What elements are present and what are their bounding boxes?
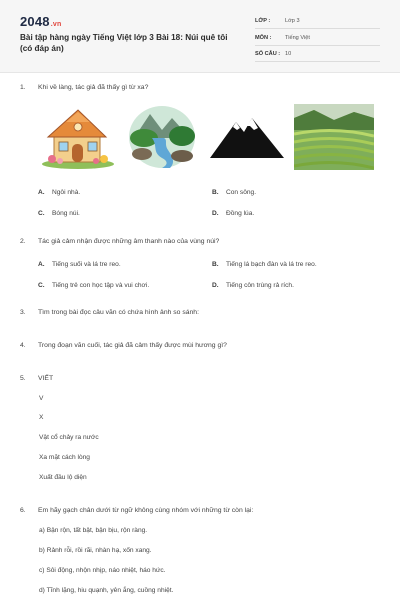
question-number: 3. [20, 309, 26, 316]
q6-line: a) Bận rộn, tất bật, bận bịu, rộn ràng. [39, 527, 148, 534]
option-letter: C. [38, 282, 45, 289]
meta-row-count [255, 47, 380, 62]
q1-option-b[interactable] [212, 189, 256, 196]
meta-label: SỐ CÂU : [255, 51, 281, 57]
worksheet-header [0, 0, 400, 73]
meta-value: Tiếng Việt [285, 34, 310, 41]
option-text: Tiếng suối và lá tre reo. [52, 261, 121, 268]
meta-value: Lớp 3 [285, 18, 300, 24]
page-title: Bài tập hàng ngày Tiếng Việt lớp 3 Bài 18: Núi quê tôi (có đáp án) [20, 33, 228, 53]
q1-option-a[interactable] [38, 189, 80, 196]
question-text: Khi về làng, tác giả đã thấy gì từ xa? [38, 84, 149, 91]
question-text: Tác giả cảm nhận được những âm thanh nào của vùng núi? [38, 238, 220, 245]
question-1 [20, 84, 148, 91]
q2-option-c[interactable] [38, 282, 149, 289]
q2-option-a[interactable] [38, 261, 121, 268]
q2-option-d[interactable] [212, 282, 294, 289]
question-text: Em hãy gạch chân dưới từ ngữ không cùng nhóm với những từ còn lại: [38, 507, 254, 514]
question-text: VIẾT [38, 375, 54, 382]
q6-line: b) Rảnh rỗi, rồi rãi, nhàn hạ, xốn xang. [39, 547, 152, 554]
meta-value: 10 [285, 51, 292, 57]
rice-terrace-photo [294, 104, 374, 170]
q5-line: Xuất đầu lộ diện [39, 474, 87, 481]
meta-label: LỚP : [255, 18, 271, 24]
q1-option-d[interactable] [212, 210, 254, 217]
question-text: Trong đoạn văn cuối, tác giả đã cảm thấy được mùi hương gì? [38, 342, 227, 349]
question-5 [20, 375, 53, 382]
q5-line: V [39, 395, 44, 402]
option-text: Tiếng lá bạch đàn và lá tre reo. [226, 261, 317, 268]
q1-option-c[interactable] [38, 210, 80, 217]
option-letter: A. [38, 261, 45, 268]
option-text: Bóng núi. [52, 210, 80, 217]
river-illustration [122, 104, 202, 170]
meta-box [255, 14, 380, 64]
q5-line: X [39, 414, 44, 421]
option-letter: A. [38, 189, 45, 196]
meta-row-grade [255, 14, 380, 29]
house-illustration [38, 104, 118, 170]
question-number: 2. [20, 238, 26, 245]
option-text: Tiếng côn trùng rả rích. [226, 282, 294, 289]
option-letter: D. [212, 210, 219, 217]
option-text: Tiếng trẻ con học tập và vui chơi. [52, 282, 150, 289]
q6-line: d) Tĩnh lặng, hiu quạnh, yên ắng, cuồng nhiệt. [39, 587, 174, 594]
q6-line: c) Sôi động, nhộn nhịp, náo nhiệt, háo hức. [39, 567, 166, 574]
question-text: Tìm trong bài đọc câu văn có chứa hình ảnh so sánh: [38, 309, 199, 316]
meta-row-subject [255, 31, 380, 46]
q5-line: Vật cổ chảy ra nước [39, 434, 99, 441]
logo-suffix: .vn [50, 21, 62, 28]
question-6 [20, 507, 253, 514]
logo-main: 2048 [20, 14, 50, 29]
question-number: 4. [20, 342, 26, 349]
q5-line: Xa mặt cách lòng [39, 454, 90, 461]
option-letter: B. [212, 189, 219, 196]
option-letter: D. [212, 282, 219, 289]
site-logo[interactable] [20, 14, 61, 29]
meta-label: MÔN : [255, 34, 272, 41]
option-letter: C. [38, 210, 45, 217]
mountain-silhouette [206, 104, 286, 170]
option-text: Ngôi nhà. [52, 189, 81, 196]
question-3 [20, 309, 199, 316]
question-number: 1. [20, 84, 26, 91]
question-number: 6. [20, 507, 26, 514]
q2-option-b[interactable] [212, 261, 317, 268]
option-text: Đồng lúa. [226, 210, 255, 217]
question-2 [20, 238, 219, 245]
question-number: 5. [20, 375, 26, 382]
question-4 [20, 342, 227, 349]
option-text: Con sông. [226, 189, 257, 196]
option-letter: B. [212, 261, 219, 268]
